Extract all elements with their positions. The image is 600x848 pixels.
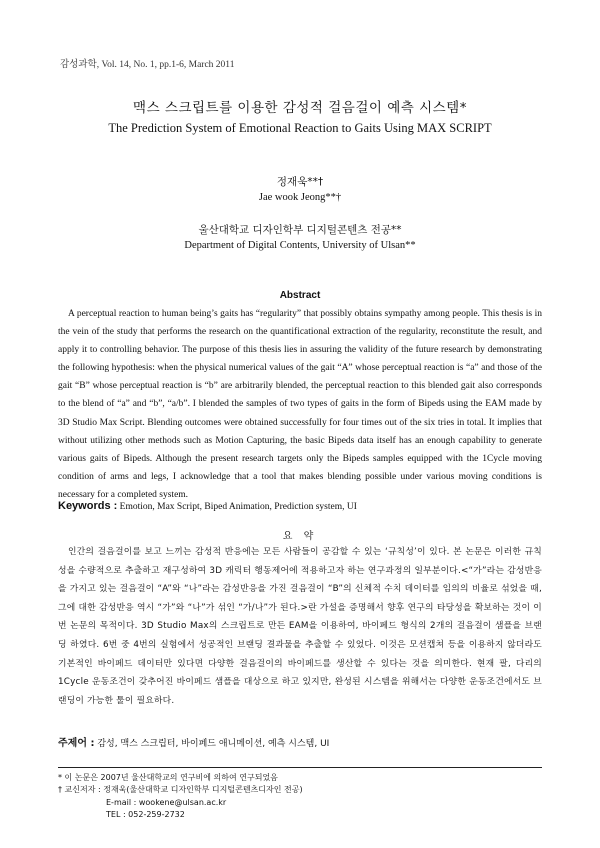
keywords-list: Emotion, Max Script, Biped Animation, Prediction system, UI	[119, 502, 357, 512]
korean-abstract-heading: 요 약	[282, 531, 318, 542]
abstract-body: A perceptual reaction to human being’s gaits has “regularity” that possibly obtains sympathy among people. This thesis is in the vein of the study that performs the research on the quantificational extraction of the regularity, reconstitute the result, and apply it to controlling behavior. The purpose of this thesis lies in assuring the validity of the future research by demonstrating the following hypothesis: when the physical numerical values of the gait “A” whose perceptual reaction is “a” and those of the gait “B” whose perceptual reaction is “b” are arbitrarily blended, the perceptual reaction to this blended gait also corresponds to the blend of “a” and “b”, “a/b”. I blended the samples of two types of gaits in the form of Bipeds using the EAM made by 3D Studio Max Script. Blending outcomes were obtained successfully for four times out of the six tries in total. It implies that without utilizing other methods such as Motion Capturing, the basic Bipeds data itself has an enough capability to generate various gaits of Bipeds. Although the present research targets only the Bipeds samples equipped with the 1Cycle moving condition of arms and legs, I acknowledge that a tool that makes blending possible under various moving conditions is necessary for a completed system.	[58, 309, 542, 500]
footnotes	[58, 772, 542, 822]
journal-citation: 감성과학, Vol. 14, No. 1, pp.1-6, March 2011	[60, 60, 235, 70]
keywords-label: Keywords :	[58, 500, 118, 512]
title-korean: 맥스 스크립트를 이용한 감성적 걸음걸이 예측 시스템*	[133, 100, 467, 116]
korean-keywords-list: 감성, 맥스 스크립터, 바이페드 애니메이션, 예측 시스템, UI	[97, 739, 330, 749]
title-english: The Prediction System of Emotional Reaction to Gaits Using MAX SCRIPT	[108, 121, 492, 135]
korean-keywords-line	[58, 734, 542, 749]
footnote-divider	[58, 767, 542, 768]
author-korean: 정재욱**†	[276, 176, 324, 188]
footnote-funding: * 이 논문은 2007년 울산대학교의 연구비에 의하여 연구되었음	[58, 773, 278, 782]
footnote-phone: TEL : 052-259-2732	[106, 810, 185, 820]
korean-abstract-body: 인간의 걸음걸이를 보고 느끼는 감성적 반응에는 모든 사람들이 공감할 수 있는 ‘규칙성’이 있다. 본 논문은 이러한 규칙성을 수량적으로 추출하고 재구성하여 3D 캐릭터 행동제어에 적용하고자 하는 연구과정의 일부분이다.<“가”라는 감성반응을 가지고 있는 걸음걸이 “A”와 “나”라는 감성반응을 가진 걸음걸이 “B”의 신체적 수치 데이터를 임의의 비율로 섞었을 때, 그에 대한 감성반응 역시 “가”와 “나”가 섞인 “가/나”가 된다.>란 가설을 증명해서 향후 연구의 타당성을 확보하는 것이 이번 논문의 목적이다. 3D Studio Max의 스크립트로 만든 EAM을 이용하여, 바이페드 형식의 2개의 걸음걸이 샘플을 브랜딩 하였다. 6번 중 4번의 실험에서 성공적인 브랜딩 결과물을 추출할 수 있었다. 이것은 모션캡쳐 등을 이용하지 않더라도 기본적인 바이페드 데이터만 있다면 다양한 걸음걸이의 바이페드를 생산할 수 있다는 것을 의미한다. 현재 팔, 다리의 1Cycle 운동조건이 갖추어진 바이페드 샘플을 대상으로 하고 있지만, 완성된 시스템을 위해서는 다양한 운동조건에서도 브랜딩이 가능한 툴이 필요하다.	[58, 547, 542, 706]
author-english: Jae wook Jeong**†	[258, 192, 342, 203]
affiliation-korean: 울산대학교 디자인학부 디지털콘텐츠 전공**	[198, 224, 402, 236]
abstract-heading: Abstract	[279, 290, 321, 301]
keywords-line	[58, 500, 542, 512]
affiliation-english: Department of Digital Contents, University of Ulsan**	[184, 240, 416, 251]
footnote-email: E-mail : wookene@ulsan.ac.kr	[106, 797, 227, 807]
footnote-corresponding-author: † 교신저자 : 정재욱(울산대학교 디자인학부 디지털콘텐츠디자인 전공)	[58, 785, 303, 795]
korean-keywords-label: 주제어 :	[58, 738, 95, 749]
